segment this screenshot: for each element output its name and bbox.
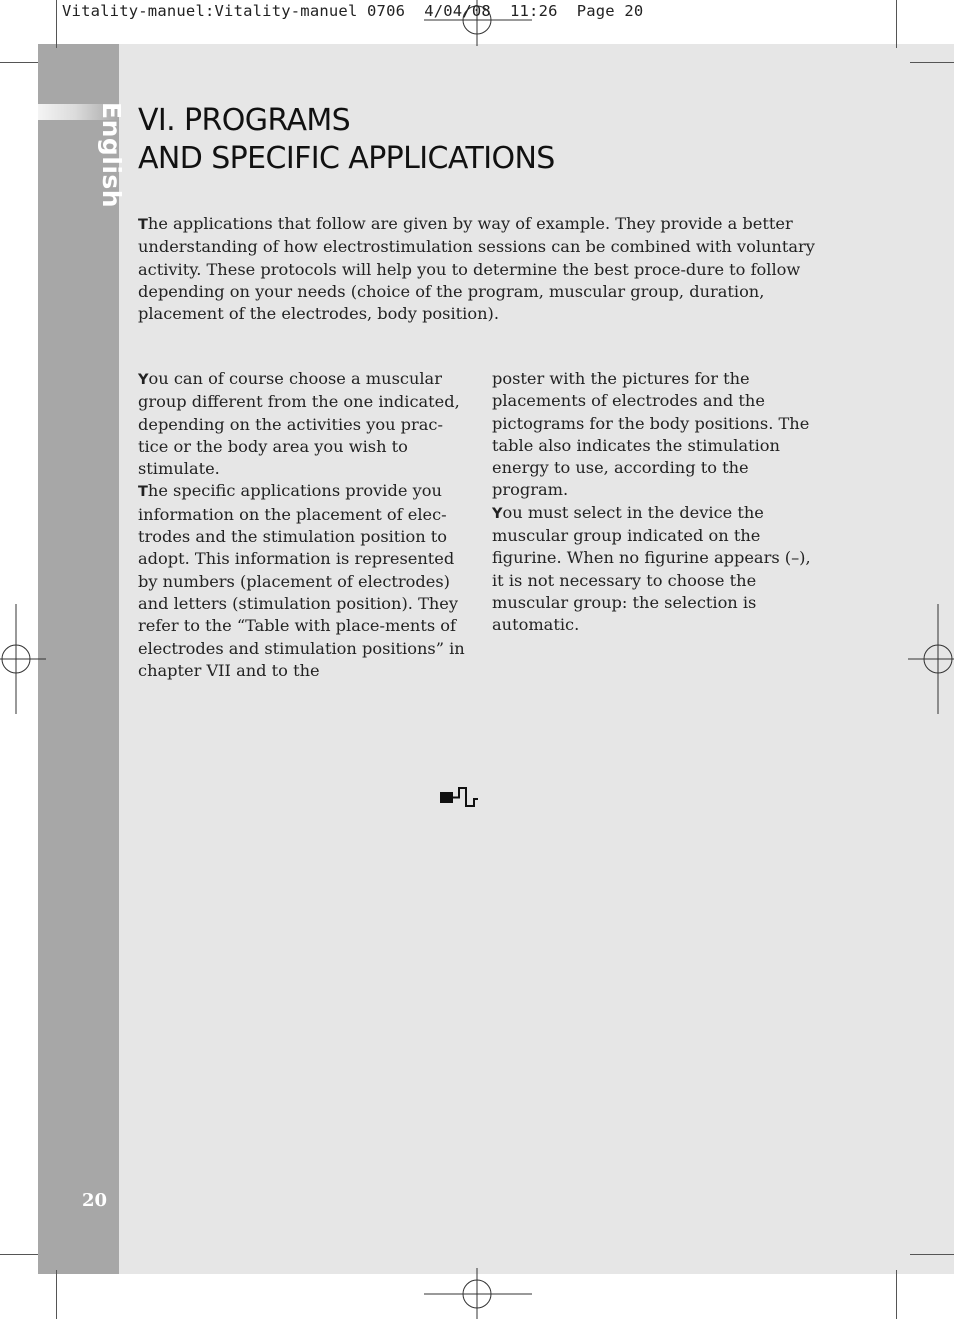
crop-mark <box>0 1254 38 1255</box>
right-paragraph-1 <box>492 368 822 502</box>
crop-mark <box>56 1270 57 1319</box>
right-p1-text: poster with the pictures for the placements of electrodes and the pictograms for the body positions. The table also indicates the stimulation energy to use, according to the program. <box>492 369 810 500</box>
right-p2-initial: Y <box>492 505 503 522</box>
registration-mark-bottom <box>424 1266 532 1319</box>
language-label: English <box>97 102 126 209</box>
left-p2-text: he specific applications provide you information on the placement of elec-trodes and the stimulation position to adopt. This information is represented by numbers (placement of electrodes) and letters (stimulation position). They refer to the “Table with place-ments of electrodes and stimulation positions” in chapter VII and to the <box>138 481 465 680</box>
left-p1-text: ou can of course choose a muscular group different from the one indicated, depending on the activities you prac-tice or the body area you wish to stimulate. <box>138 369 460 479</box>
page-number: 20 <box>82 1190 108 1211</box>
crop-mark <box>0 62 38 63</box>
print-slug: Vitality-manuel:Vitality-manuel 0706 4/04/08 11:26 Page 20 <box>62 2 644 20</box>
intro-initial: T <box>138 217 148 233</box>
pulse-icon <box>438 786 484 810</box>
crop-mark <box>910 1254 954 1255</box>
crop-mark <box>56 0 57 48</box>
registration-mark-right <box>906 604 954 714</box>
registration-mark-left <box>0 604 48 714</box>
sidebar <box>38 44 119 1274</box>
section-title <box>138 102 555 178</box>
right-paragraph-2 <box>492 502 822 637</box>
left-paragraph-1 <box>138 368 468 480</box>
crop-mark <box>896 0 897 48</box>
intro-text: he applications that follow are given by way of example. They provide a better understanding of how electrostimulation sessions can be combined with voluntary activity. These protocols will help you to determine the best proce-dure to follow depending on your needs (choice of the program, muscular group, duration, placement of the electrodes, body position). <box>138 214 815 324</box>
section-title-line-2: AND SPECIFIC APPLICATIONS <box>138 141 555 176</box>
left-p2-initial: T <box>138 484 148 501</box>
intro-paragraph <box>138 213 828 325</box>
crop-mark <box>896 1270 897 1319</box>
left-p1-initial: Y <box>138 372 149 388</box>
right-p2-text: ou must select in the device the muscular group indicated on the figurine. When no figurine appears (–), it is not necessary to choose the muscular group: the selection is automatic. <box>492 502 811 635</box>
left-paragraph-2 <box>138 480 468 682</box>
left-column <box>138 368 468 682</box>
right-column <box>492 368 822 637</box>
crop-mark <box>910 62 954 63</box>
section-title-line-1: VI. PROGRAMS <box>138 103 351 138</box>
